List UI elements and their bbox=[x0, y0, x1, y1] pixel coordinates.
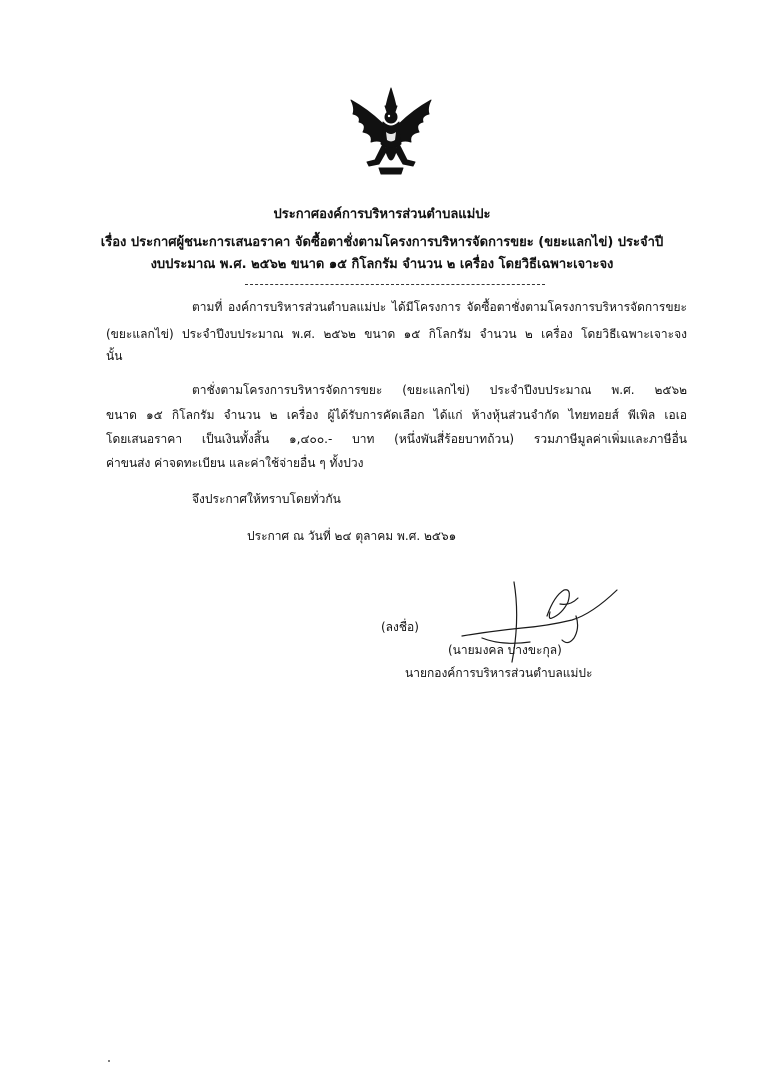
signatory-position: นายกองค์การบริหารส่วนตำบลแม่ปะ bbox=[405, 666, 593, 680]
sign-label: (ลงชื่อ) bbox=[381, 620, 419, 634]
document-heading: ประกาศองค์การบริหารส่วนตำบลแม่ปะ bbox=[273, 207, 491, 222]
signatory-name: (นายมงคล บางขะกุล) bbox=[448, 643, 562, 657]
para2-line-4: ค่าขนส่ง ค่าจดทะเบียน และค่าใช้จ่ายอื่น ๆ ทั้งปวง bbox=[106, 456, 364, 470]
para2-line-1: ตาชั่งตามโครงการบริหารจัดการขยะ (ขยะแลกไข่) ประจำปีงบประมาณ พ.ศ. ๒๕๖๒ bbox=[192, 383, 687, 397]
subject-line-2: งบประมาณ พ.ศ. ๒๕๖๒ ขนาด ๑๕ กิโลกรัม จำนวน ๒ เครื่อง โดยวิธีเฉพาะเจาะจง bbox=[150, 257, 614, 272]
heading-divider bbox=[245, 284, 545, 285]
announcement-date: ประกาศ ณ วันที่ ๒๔ ตุลาคม พ.ศ. ๒๕๖๑ bbox=[247, 529, 457, 543]
garuda-emblem-icon bbox=[345, 86, 437, 178]
para1-line-3: นั้น bbox=[106, 349, 123, 363]
para2-line-3: โดยเสนอราคา เป็นเงินทั้งสิ้น ๑,๔๐๐.- บาท (หนึ่งพันสี่ร้อยบาทถ้วน) รวมภาษีมูลค่าเพิ่มและภาษีอื่น bbox=[106, 432, 687, 446]
scan-speck bbox=[108, 1060, 110, 1062]
para1-line-2: (ขยะแลกไข่) ประจำปีงบประมาณ พ.ศ. ๒๕๖๒ ขนาด ๑๕ กิโลกรัม จำนวน ๒ เครื่อง โดยวิธีเฉพาะเจาะจง bbox=[106, 327, 687, 341]
para2-line-2: ขนาด ๑๕ กิโลกรัม จำนวน ๒ เครื่อง ผู้ได้รับการคัดเลือก ได้แก่ ห้างหุ้นส่วนจำกัด ไทยทอยส์ พีเพิล เอเอ bbox=[106, 408, 687, 422]
closing-statement: จึงประกาศให้ทราบโดยทั่วกัน bbox=[192, 492, 341, 506]
para1-line-1: ตามที่ องค์การบริหารส่วนตำบลแม่ปะ ได้มีโครงการ จัดซื้อตาชั่งตามโครงการบริหารจัดการขยะ bbox=[192, 300, 687, 314]
subject-line-1: เรื่อง ประกาศผู้ชนะการเสนอราคา จัดซื้อตาชั่งตามโครงการบริหารจัดการขยะ (ขยะแลกไข่) ประจำปี bbox=[100, 235, 664, 250]
